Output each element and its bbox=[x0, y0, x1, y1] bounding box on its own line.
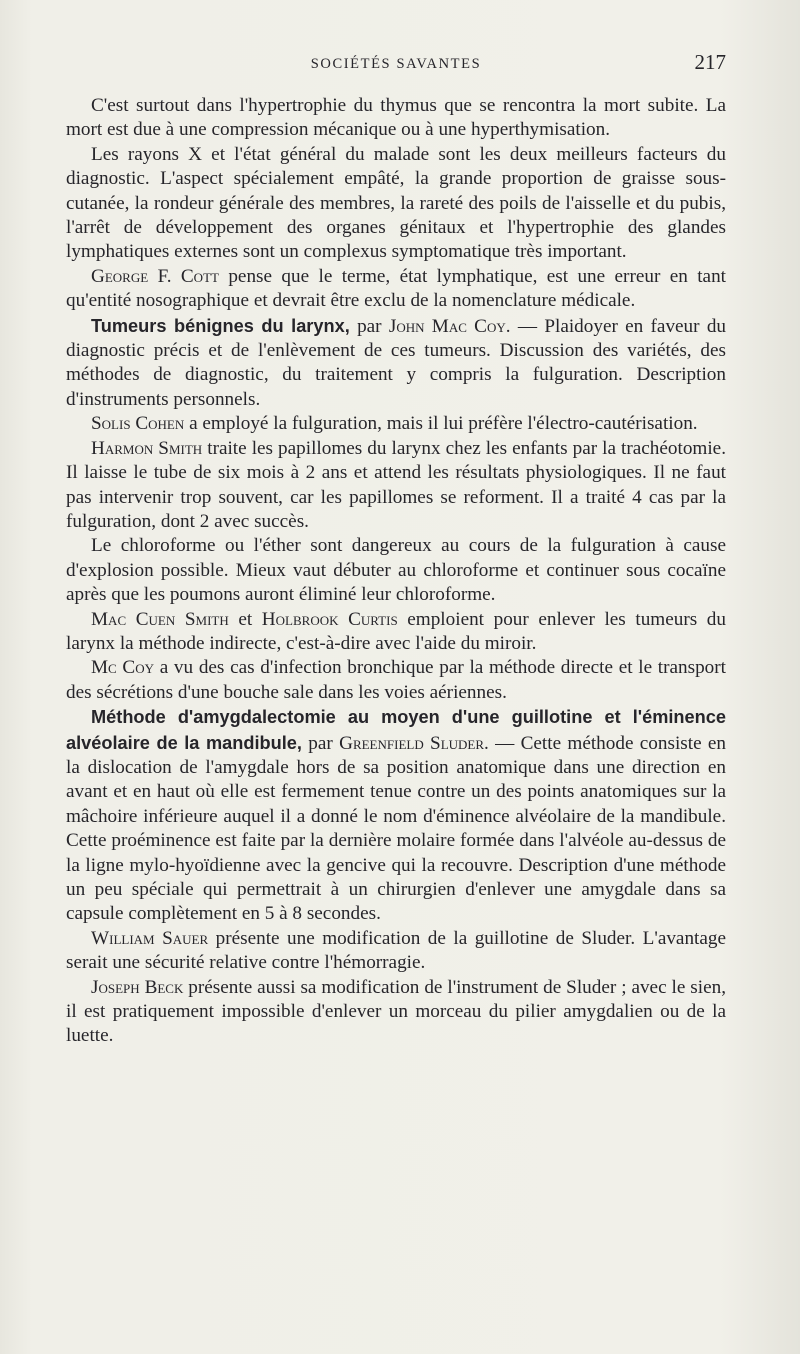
body-text bbox=[66, 94, 726, 1049]
paragraph-chloroforme bbox=[66, 534, 726, 607]
paragraph-thymus bbox=[66, 94, 726, 143]
author-name: Harmon Smith bbox=[91, 437, 203, 459]
paragraph-mac-cuen bbox=[66, 608, 726, 657]
paragraph-text: emploient pour enlever les tumeurs du larynx la méthode indirecte, c'est-à-dire avec l'aide du miroir. bbox=[66, 608, 726, 654]
paragraph-text: pense que le terme, état lymphatique, est une erreur en tant qu'entité nosographique et devrait être exclu de la nomenclature médicale. bbox=[66, 265, 726, 312]
author-name: Joseph Beck bbox=[91, 976, 184, 998]
author-name: Greenfield Sluder bbox=[339, 732, 485, 754]
paragraph-text: . — Plaidoyer en faveur du diagnostic précis et de l'enlèvement de ces tumeurs. Discussion des variétés, des méthodes de diagnostic, du traitement y compris la fulguration. Description d'instruments personnels. bbox=[66, 315, 727, 410]
paragraph-cott bbox=[66, 265, 726, 314]
paragraph-diagnostic bbox=[66, 143, 726, 265]
paragraph-mc-coy bbox=[66, 656, 726, 705]
paragraph-text: présente une modification de la guillotine de Sluder. L'avantage serait une sécurité relative contre l'hémorragie. bbox=[66, 927, 726, 974]
paragraph-text: a vu des cas d'infection bronchique par la méthode directe et le transport des sécrétions d'une bouche sale dans les voies aériennes. bbox=[66, 657, 726, 703]
page-number: 217 bbox=[694, 50, 726, 74]
paragraph-cohen bbox=[66, 412, 726, 436]
paragraph-text: et bbox=[228, 608, 262, 630]
author-name: John Mac Coy bbox=[388, 315, 506, 337]
paragraph-text: par bbox=[301, 732, 340, 754]
author-name: George F. Cott bbox=[91, 265, 219, 287]
section-heading: Méthode d'amygdalectomie au moyen d'une guillotine et l'éminence alvéolaire de la mandibule, bbox=[66, 707, 726, 753]
paragraph-tumeurs-larynx bbox=[66, 314, 726, 413]
paragraph-text: traite les papillomes du larynx chez les enfants par la trachéotomie. Il laisse le tube de six mois à 2 ans et attend les résultats physiologiques. Il ne faut pas intervenir trop souvent, car les papillomes se reforment. Il a traité 4 cas par la fulguration, dont 2 avec succès. bbox=[66, 437, 726, 532]
paragraph-harmon-smith bbox=[66, 437, 726, 535]
paragraph-sauer bbox=[66, 927, 726, 976]
author-name: Solis Cohen bbox=[91, 413, 185, 435]
author-name: Mc Coy bbox=[91, 657, 155, 679]
paragraph-text: . — Cette méthode consiste en la dislocation de l'amygdale hors de sa position anatomique dans une direction en avant et en haut où elle est fermement tenue contre un des points anatomiques sur la mâchoire inférieure auquel il a donné le nom d'éminence alvéolaire de la mandibule. Cette proéminence est faite par la dernière molaire formée dans l'alvéole au-dessus de la ligne mylo-hyoïdienne avec la gencive qui la recouvre. Description d'une méthode un peu spéciale qui permettrait à un chirurgien d'enlever une amygdale dans sa capsule complètement en 5 à 8 secondes. bbox=[66, 732, 726, 925]
section-heading: Tumeurs bénignes du larynx, bbox=[91, 315, 350, 336]
author-name: Mac Cuen Smith bbox=[91, 608, 229, 630]
paragraph-text: présente aussi sa modification de l'instrument de Sluder ; avec le sien, il est pratiquement impossible d'enlever un morceau du pilier amygdalien ou de la luette. bbox=[66, 976, 726, 1047]
paragraph-amygdalectomie bbox=[66, 705, 726, 927]
paragraph-text: Le chloroforme ou l'éther sont dangereux au cours de la fulguration à cause d'explosion possible. Mieux vaut débuter au chloroforme et continuer sous cocaïne après que les poumons auront éliminé leur chloroforme. bbox=[66, 535, 726, 606]
page-header bbox=[66, 50, 726, 80]
paragraph-beck bbox=[66, 976, 726, 1049]
running-title: SOCIÉTÉS SAVANTES bbox=[310, 56, 482, 72]
paragraph-text: a employé la fulguration, mais il lui préfère l'électro-cautérisation. bbox=[184, 413, 698, 435]
paragraph-text: C'est surtout dans l'hypertrophie du thymus que se rencontra la mort subite. La mort est due à une compression mécanique ou à une hyperthymisation. bbox=[66, 95, 726, 141]
author-name: Holbrook Curtis bbox=[261, 608, 398, 630]
paragraph-text: Les rayons X et l'état général du malade sont les deux meilleurs facteurs du diagnostic. L'aspect spécialement empâté, la grande proportion de graisse sous-cutanée, la rondeur générale des membres, la rareté des poils de l'aisselle et du pubis, l'arrêt de développement des organes génitaux et l'hypertrophie des glandes lymphatiques externes sont un complexus symptomatique très important. bbox=[66, 143, 726, 263]
paragraph-text: par bbox=[349, 315, 389, 337]
author-name: William Sauer bbox=[91, 927, 209, 949]
